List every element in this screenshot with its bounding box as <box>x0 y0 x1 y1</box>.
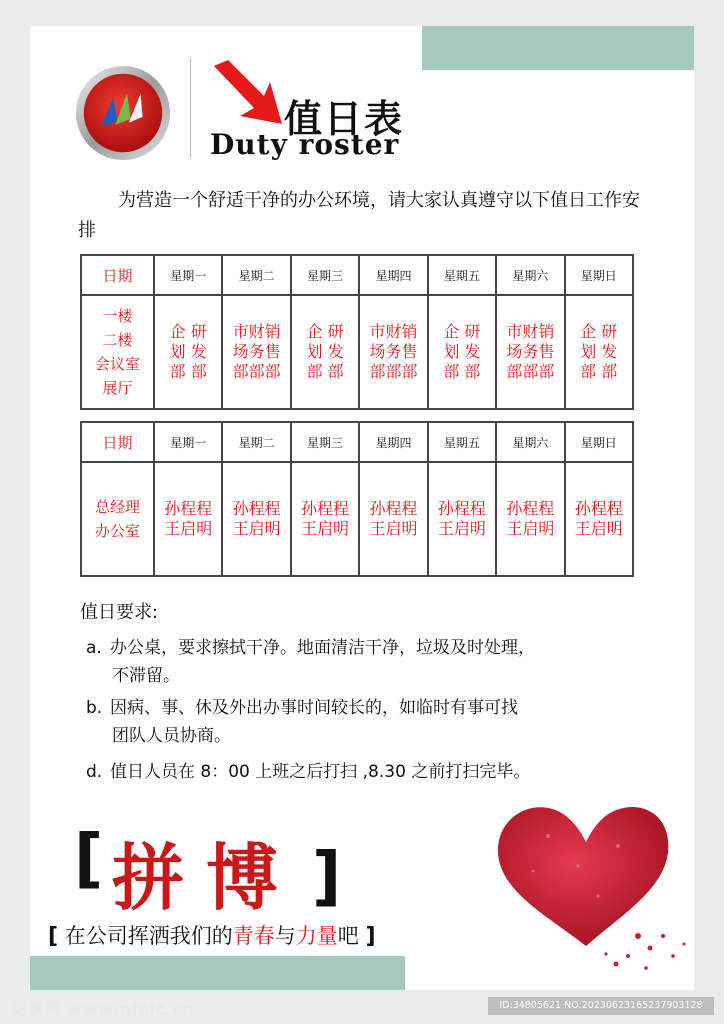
duty-cell <box>359 295 427 409</box>
dept-line: 划 发 <box>580 342 618 361</box>
duty-cell <box>291 462 359 576</box>
table-header-day: 星期三 <box>291 255 359 295</box>
dept-line: 部部部 <box>232 362 281 381</box>
table-header-day: 星期三 <box>291 422 359 462</box>
table-header-day: 星期日 <box>565 422 633 462</box>
duty-table-office <box>80 421 634 577</box>
dept-line: 企 研 <box>443 322 481 341</box>
slogan-text: 在公司挥洒我们的 <box>64 924 233 948</box>
table-header-day: 星期六 <box>496 255 564 295</box>
dept-line: 部 部 <box>580 362 618 381</box>
area-cell <box>81 462 154 576</box>
item-text: 值日人员在 8：00 上班之后打扫 ,8.30 之前打扫完毕。 <box>110 762 531 782</box>
area-cell <box>81 295 154 409</box>
area-line: 二楼 <box>102 331 133 349</box>
dept-line: 市财销 <box>369 322 418 341</box>
person-name: 孙程程 <box>574 499 623 518</box>
table-row <box>81 462 633 576</box>
table-header-date: 日期 <box>81 255 154 295</box>
table-header-day: 星期一 <box>154 422 222 462</box>
slogan-text: 吧 <box>337 924 359 948</box>
page-title: 值日表 <box>284 97 405 141</box>
person-name: 孙程程 <box>232 499 281 518</box>
item-marker: b. <box>86 698 103 718</box>
area-line: 办公室 <box>94 522 140 540</box>
watermark-right: ID:34805621 NO:20230623165237903128 <box>488 997 714 1015</box>
duty-cell <box>565 462 633 576</box>
table-row <box>81 295 633 409</box>
person-name: 孙程程 <box>164 499 213 518</box>
table-header-day: 星期六 <box>496 422 564 462</box>
duty-cell <box>222 295 290 409</box>
dept-line: 划 发 <box>306 342 344 361</box>
person-name: 王启明 <box>164 519 213 538</box>
duty-cell <box>222 462 290 576</box>
duty-cell <box>291 295 359 409</box>
table-header-day: 星期日 <box>565 255 633 295</box>
area-line: 展厅 <box>102 379 133 397</box>
heart-petals-icon <box>488 786 698 976</box>
dept-line: 市财销 <box>232 322 281 341</box>
dept-line: 部部部 <box>369 362 418 381</box>
intro-text: 为营造一个舒适干净的办公环境，请大家认真遵守以下值日工作安排 <box>78 190 640 241</box>
duty-cell <box>496 295 564 409</box>
company-logo <box>74 64 172 162</box>
dept-line: 部 部 <box>306 362 344 381</box>
item-text-cont: 团队人员协商。 <box>112 726 231 746</box>
header-divider <box>190 58 191 158</box>
duty-cell <box>359 462 427 576</box>
dept-line: 场务售 <box>232 342 281 361</box>
dept-line: 企 研 <box>580 322 618 341</box>
arrow-down-right-icon <box>208 58 288 128</box>
person-name: 孙程程 <box>369 499 418 518</box>
slogan-highlight: 青春 <box>232 924 275 948</box>
person-name: 王启明 <box>369 519 418 538</box>
requirements-title: 值日要求: <box>80 602 159 623</box>
dept-line: 部部部 <box>506 362 555 381</box>
requirement-item <box>86 758 646 786</box>
table-header-day: 星期五 <box>428 422 496 462</box>
dept-line: 划 发 <box>443 342 481 361</box>
dept-line: 企 研 <box>169 322 207 341</box>
person-name: 王启明 <box>232 519 281 538</box>
slogan-bracket: ] <box>365 924 376 949</box>
slogan-highlight: 力量 <box>295 924 338 948</box>
item-text-cont: 不滞留。 <box>112 666 180 686</box>
duty-cell <box>428 295 496 409</box>
table-header-day: 星期五 <box>428 255 496 295</box>
person-name: 王启明 <box>506 519 555 538</box>
duty-cell <box>496 462 564 576</box>
dept-line: 划 发 <box>169 342 207 361</box>
requirement-item <box>86 694 646 750</box>
dept-line: 场务售 <box>506 342 555 361</box>
table-header-day: 星期四 <box>359 422 427 462</box>
table-header-day: 星期二 <box>222 255 290 295</box>
person-name: 孙程程 <box>301 499 350 518</box>
dept-line: 部 部 <box>169 362 207 381</box>
person-name: 孙程程 <box>506 499 555 518</box>
duty-cell <box>428 462 496 576</box>
duty-cell <box>154 462 222 576</box>
top-color-band <box>422 26 694 70</box>
dept-line: 市财销 <box>506 322 555 341</box>
person-name: 王启明 <box>301 519 350 538</box>
motto-big: 拼博 <box>112 835 301 920</box>
table-header-row <box>81 255 633 295</box>
person-name: 王启明 <box>437 519 486 538</box>
item-marker: a. <box>86 638 102 658</box>
person-name: 孙程程 <box>437 499 486 518</box>
dept-line: 场务售 <box>369 342 418 361</box>
table-header-day: 星期一 <box>154 255 222 295</box>
bracket-left: [ <box>74 822 104 896</box>
area-line: 会议室 <box>94 355 140 373</box>
duty-cell <box>565 295 633 409</box>
table-header-date: 日期 <box>81 422 154 462</box>
person-name: 王启明 <box>574 519 623 538</box>
table-header-day: 星期二 <box>222 422 290 462</box>
dept-line: 企 研 <box>306 322 344 341</box>
slogan-text: 与 <box>274 924 296 948</box>
page-subtitle: Duty roster <box>210 128 400 161</box>
bracket-right: ] <box>312 840 342 914</box>
requirement-item <box>86 634 646 690</box>
duty-table-areas <box>80 254 634 410</box>
slogan-line <box>48 920 376 950</box>
slogan-bracket: [ <box>48 924 59 949</box>
watermark-left: 昵享网 www.nipic.cn <box>10 1000 195 1020</box>
item-marker: d. <box>86 762 103 782</box>
bottom-color-band <box>30 956 405 990</box>
item-text: 办公桌，要求擦拭干净。地面清洁干净，垃圾及时处理， <box>110 638 535 658</box>
dept-line: 部 部 <box>443 362 481 381</box>
table-header-day: 星期四 <box>359 255 427 295</box>
item-text: 因病、事、休及外出办事时间较长的，如临时有事可找 <box>110 698 518 718</box>
area-line: 一楼 <box>102 307 133 325</box>
table-header-row <box>81 422 633 462</box>
duty-cell <box>154 295 222 409</box>
area-line: 总经理 <box>94 498 140 516</box>
